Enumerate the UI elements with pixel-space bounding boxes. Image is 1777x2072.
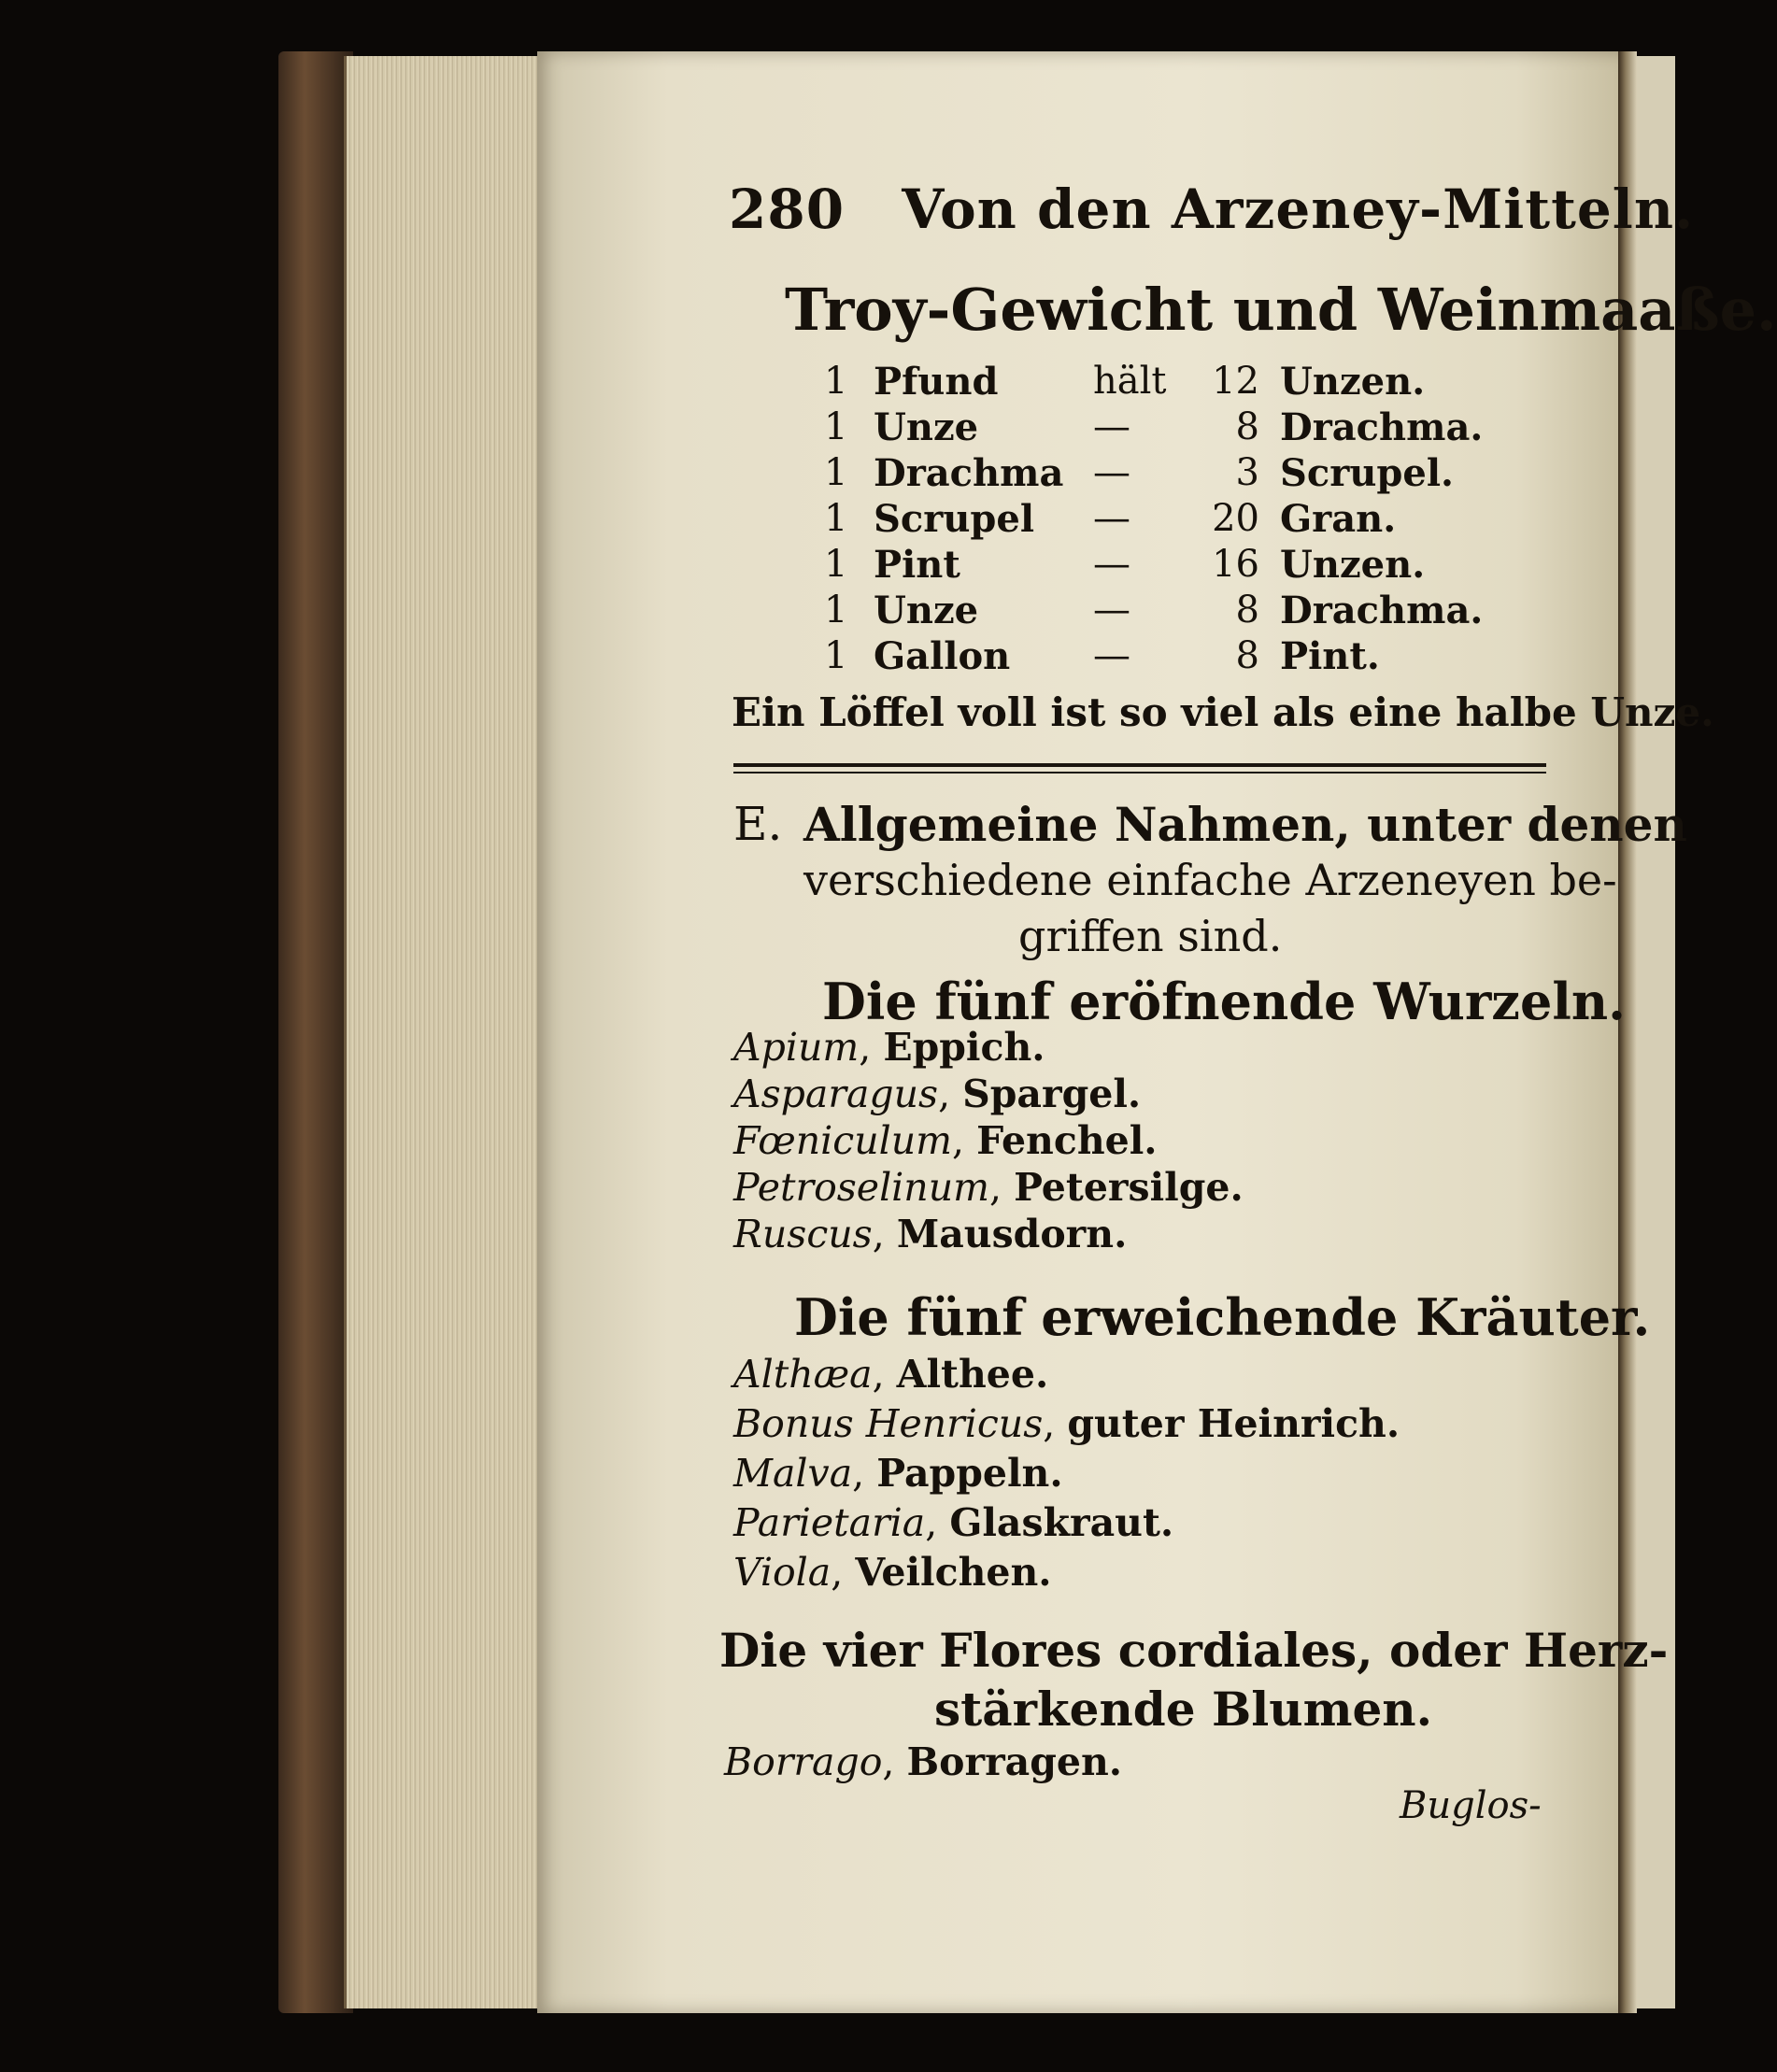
table-row bbox=[0, 589, 1675, 635]
table-row bbox=[0, 405, 1675, 452]
book-cover-edge bbox=[278, 51, 353, 2013]
table-row bbox=[0, 451, 1675, 498]
list-item: Ruscus, Mausdorn. bbox=[733, 1212, 1128, 1256]
list-item: Althæa, Althee. bbox=[733, 1352, 1049, 1397]
result-unit: Unzen. bbox=[1280, 543, 1426, 587]
latin-name: Apium bbox=[733, 1025, 860, 1070]
latin-name: Borrago bbox=[724, 1739, 883, 1784]
relation: — bbox=[1093, 543, 1130, 586]
group-heading-continued: stärkende Blumen. bbox=[934, 1682, 1433, 1737]
section-title-line: griffen sind. bbox=[1018, 911, 1283, 961]
book-gutter bbox=[1618, 51, 1637, 2013]
catchword: Buglos- bbox=[1400, 1784, 1542, 1827]
german-name: Althee. bbox=[896, 1352, 1049, 1397]
list-item: Malva, Pappeln. bbox=[733, 1451, 1063, 1496]
qty: 1 bbox=[824, 451, 848, 494]
list-item: Borrago, Borragen. bbox=[724, 1739, 1123, 1784]
qty: 1 bbox=[824, 405, 848, 448]
german-name: Glaskraut. bbox=[949, 1500, 1174, 1545]
latin-name: Ruscus bbox=[733, 1212, 873, 1256]
spoon-note: Ein Löffel voll ist so viel als eine halbe Unze. bbox=[732, 689, 1714, 735]
german-name: Eppich. bbox=[883, 1025, 1045, 1070]
german-name: Veilchen. bbox=[855, 1550, 1052, 1595]
troy-heading: Troy-Gewicht und Weinmaaße. bbox=[785, 276, 1777, 344]
german-name: Spargel. bbox=[962, 1071, 1142, 1116]
unit: Gallon bbox=[874, 634, 1011, 678]
latin-name: Fœniculum bbox=[733, 1118, 953, 1163]
result-unit: Drachma. bbox=[1280, 589, 1484, 632]
unit: Pfund bbox=[874, 360, 999, 404]
group-heading: Die fünf erweichende Kräuter. bbox=[794, 1287, 1651, 1347]
relation: — bbox=[1093, 451, 1130, 494]
page-number: 280 bbox=[729, 177, 846, 241]
page-block-edges bbox=[344, 56, 543, 2008]
amount: 8 bbox=[1235, 405, 1259, 448]
relation: — bbox=[1093, 405, 1130, 448]
latin-name: Bonus Henricus bbox=[733, 1401, 1044, 1446]
german-name: Borragen. bbox=[906, 1739, 1123, 1784]
list-item: Parietaria, Glaskraut. bbox=[733, 1500, 1174, 1545]
latin-name: Petroselinum bbox=[733, 1165, 989, 1210]
group-heading: Die vier Flores cordiales, oder Herz- bbox=[719, 1623, 1669, 1678]
section-rule bbox=[733, 763, 1546, 767]
facing-page-edge bbox=[1637, 56, 1675, 2008]
german-name: Mausdorn. bbox=[896, 1212, 1128, 1256]
relation: hält bbox=[1093, 360, 1167, 403]
qty: 1 bbox=[824, 543, 848, 586]
table-row bbox=[0, 634, 1675, 681]
amount: 8 bbox=[1235, 589, 1259, 632]
unit: Unze bbox=[874, 589, 979, 632]
amount: 20 bbox=[1212, 497, 1259, 540]
amount: 12 bbox=[1212, 360, 1259, 403]
unit: Pint bbox=[874, 543, 960, 587]
result-unit: Scrupel. bbox=[1280, 451, 1454, 495]
list-item: Viola, Veilchen. bbox=[733, 1550, 1052, 1595]
relation: — bbox=[1093, 589, 1130, 632]
unit: Scrupel bbox=[874, 497, 1035, 541]
qty: 1 bbox=[824, 497, 848, 540]
list-item: Petroselinum, Petersilge. bbox=[733, 1165, 1244, 1210]
result-unit: Gran. bbox=[1280, 497, 1397, 541]
german-name: Petersilge. bbox=[1014, 1165, 1244, 1210]
latin-name: Althæa bbox=[733, 1352, 873, 1397]
relation: — bbox=[1093, 497, 1130, 540]
section-title-line: Allgemeine Nahmen, unter denen bbox=[803, 797, 1687, 852]
qty: 1 bbox=[824, 360, 848, 403]
latin-name: Asparagus bbox=[733, 1071, 939, 1116]
german-name: Fenchel. bbox=[976, 1118, 1158, 1163]
german-name: guter Heinrich. bbox=[1067, 1401, 1400, 1446]
list-item: Bonus Henricus, guter Heinrich. bbox=[733, 1401, 1400, 1446]
german-name: Pappeln. bbox=[876, 1451, 1063, 1496]
latin-name: Viola bbox=[733, 1550, 832, 1595]
list-item: Apium, Eppich. bbox=[733, 1025, 1045, 1070]
qty: 1 bbox=[824, 634, 848, 677]
running-head bbox=[729, 177, 1694, 241]
section-rule-thin bbox=[733, 772, 1546, 773]
section-title-line: verschiedene einfache Arzeneyen be- bbox=[803, 855, 1617, 905]
qty: 1 bbox=[824, 589, 848, 632]
list-item: Asparagus, Spargel. bbox=[733, 1071, 1142, 1116]
table-row bbox=[0, 543, 1675, 589]
result-unit: Drachma. bbox=[1280, 405, 1484, 449]
section-letter: E. bbox=[733, 797, 783, 851]
unit: Drachma bbox=[874, 451, 1064, 495]
latin-name: Malva bbox=[733, 1451, 853, 1496]
running-title: Von den Arzeney-Mitteln. bbox=[902, 177, 1695, 241]
amount: 8 bbox=[1235, 634, 1259, 677]
unit: Unze bbox=[874, 405, 979, 449]
table-row bbox=[0, 497, 1675, 544]
amount: 3 bbox=[1235, 451, 1259, 494]
latin-name: Parietaria bbox=[733, 1500, 926, 1545]
list-item: Fœniculum, Fenchel. bbox=[733, 1118, 1158, 1163]
table-row bbox=[0, 360, 1675, 406]
relation: — bbox=[1093, 634, 1130, 677]
result-unit: Pint. bbox=[1280, 634, 1380, 678]
group-heading: Die fünf eröfnende Wurzeln. bbox=[822, 972, 1626, 1031]
result-unit: Unzen. bbox=[1280, 360, 1426, 404]
amount: 16 bbox=[1212, 543, 1259, 586]
